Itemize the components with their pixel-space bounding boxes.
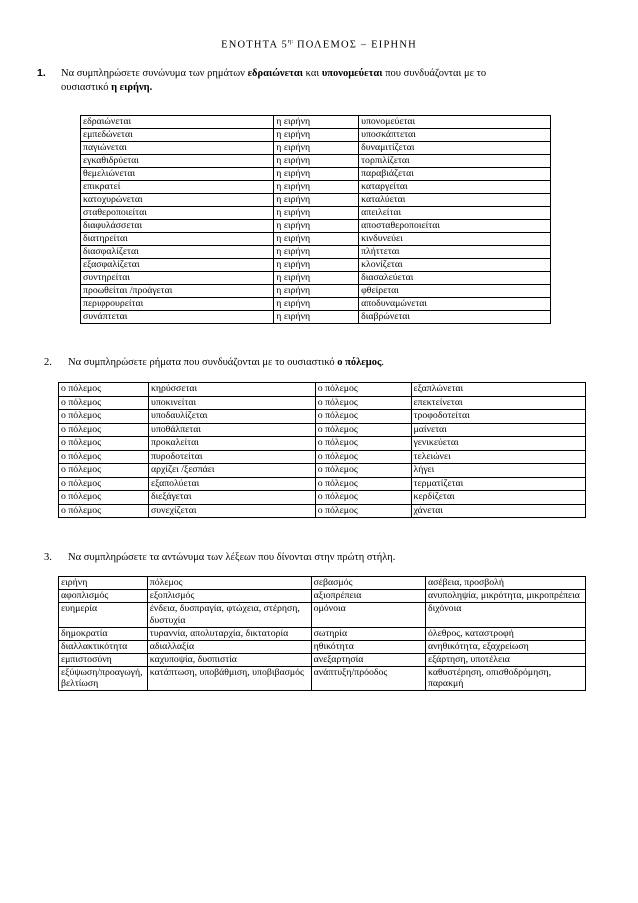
table-cell: προωθείται /προάγεται — [81, 285, 274, 298]
table-row — [59, 450, 586, 464]
table-cell: ο πόλεμος — [315, 410, 411, 424]
table-cell: αποσταθεροποιείται — [359, 220, 551, 233]
table-cell: υπονομεύεται — [359, 116, 551, 129]
table-cell: κατάπτωση, υποβάθμιση, υποβιβασμός — [147, 666, 311, 691]
table-cell: κατοχυρώνεται — [81, 194, 274, 207]
table-row — [59, 577, 586, 590]
table-cell: η ειρήνη — [274, 285, 359, 298]
table-cell: ευημερία — [59, 603, 148, 628]
table-cell: απειλείται — [359, 207, 551, 220]
table-cell: εξύψωση/προαγωγή, βελτίωση — [59, 666, 148, 691]
table-row — [59, 437, 586, 451]
table-row — [81, 233, 551, 246]
table-cell: τορπιλίζεται — [359, 155, 551, 168]
table-cell: προκαλείται — [148, 437, 315, 451]
table-cell: θεμελιώνεται — [81, 168, 274, 181]
table-cell: εξάρτηση, υποτέλεια — [425, 653, 585, 666]
page-title — [0, 38, 638, 51]
table-cell: συνεχίζεται — [148, 504, 315, 518]
table-cell: σεβασμός — [311, 577, 425, 590]
table-cell: επικρατεί — [81, 181, 274, 194]
table-cell: ο πόλεμος — [59, 383, 149, 397]
question-1-bold-a: εδραιώνεται — [247, 68, 304, 79]
table-cell: ανυποληψία, μικρότητα, μικροπρέπεια — [425, 590, 585, 603]
table-cell: φθείρεται — [359, 285, 551, 298]
question-1-text-b: και — [303, 68, 322, 79]
table-row — [81, 116, 551, 129]
table-cell: διχόνοια — [425, 603, 585, 628]
title-main: ΕΝΟΤΗΤΑ 5 — [221, 39, 288, 51]
question-2-text: Να συμπληρώσετε ρήματα που συνδυάζονται με το ουσιαστικό — [68, 357, 338, 368]
table-row — [81, 129, 551, 142]
table-cell: τροφοδοτείται — [411, 410, 585, 424]
table-cell: η ειρήνη — [274, 311, 359, 324]
table-cell: εξασφαλίζεται — [81, 259, 274, 272]
table-cell: η ειρήνη — [274, 129, 359, 142]
table-cell: ο πόλεμος — [59, 504, 149, 518]
question-1-bold-b: υπονομεύεται — [321, 68, 383, 79]
table-cell: η ειρήνη — [274, 116, 359, 129]
table-row — [59, 653, 586, 666]
table-cell: ο πόλεμος — [315, 491, 411, 505]
table-row — [59, 603, 586, 628]
question-3 — [44, 551, 604, 565]
table-cell: ομόνοια — [311, 603, 425, 628]
table-cell: αποδυναμώνεται — [359, 298, 551, 311]
table-cell: ανεξαρτησία — [311, 653, 425, 666]
table-row — [59, 423, 586, 437]
table-cell: η ειρήνη — [274, 272, 359, 285]
table-cell: ο πόλεμος — [59, 477, 149, 491]
table-cell: η ειρήνη — [274, 246, 359, 259]
table-row — [59, 666, 586, 691]
table-cell: περιφρουρείται — [81, 298, 274, 311]
war-verbs-table — [58, 382, 586, 518]
table-cell: ο πόλεμος — [315, 423, 411, 437]
table-cell: εμπεδώνεται — [81, 129, 274, 142]
table-cell: διασαλεύεται — [359, 272, 551, 285]
table-cell: όλεθρος, καταστροφή — [425, 627, 585, 640]
table-cell: η ειρήνη — [274, 207, 359, 220]
table-cell: υποδαυλίζεται — [148, 410, 315, 424]
table-cell: συντηρείται — [81, 272, 274, 285]
table-row — [59, 504, 586, 518]
table-row — [59, 491, 586, 505]
table-cell: τερματίζεται — [411, 477, 585, 491]
table-row — [59, 640, 586, 653]
table-cell: εξαπλώνεται — [411, 383, 585, 397]
table-cell: παγιώνεται — [81, 142, 274, 155]
table-row — [81, 207, 551, 220]
question-1-text-a: Να συμπληρώσετε συνώνυμα των ρημάτων — [61, 68, 248, 79]
table-cell: καχυποψία, δυσπιστία — [147, 653, 311, 666]
table-cell: κινδυνεύει — [359, 233, 551, 246]
table-cell: σταθεροποιείται — [81, 207, 274, 220]
table-cell: ηθικότητα — [311, 640, 425, 653]
table-cell: κερδίζεται — [411, 491, 585, 505]
table-cell: επεκτείνεται — [411, 396, 585, 410]
table-row — [81, 298, 551, 311]
table-cell: γενικεύεται — [411, 437, 585, 451]
table-cell: εμπιστοσύνη — [59, 653, 148, 666]
table-cell: διαλλακτικότητα — [59, 640, 148, 653]
table-cell: ο πόλεμος — [59, 396, 149, 410]
table-row — [81, 168, 551, 181]
table-cell: δυναμιτίζεται — [359, 142, 551, 155]
table-cell: τυραννία, απολυταρχία, δικτατορία — [147, 627, 311, 640]
title-rest: ΠΟΛΕΜΟΣ – ΕΙΡΗΝΗ — [293, 39, 417, 51]
table-cell: η ειρήνη — [274, 181, 359, 194]
question-3-text: Να συμπληρώσετε τα αντώνυμα των λέξεων που δίνονται στην πρώτη στήλη. — [68, 552, 396, 563]
table-cell: η ειρήνη — [274, 142, 359, 155]
table-row — [59, 477, 586, 491]
table-cell: εδραιώνεται — [81, 116, 274, 129]
table-cell: ασέβεια, προσβολή — [425, 577, 585, 590]
table-cell: η ειρήνη — [274, 259, 359, 272]
table-cell: υποκινείται — [148, 396, 315, 410]
table-cell: ο πόλεμος — [315, 383, 411, 397]
table-cell: διασφαλίζεται — [81, 246, 274, 259]
table-cell: ο πόλεμος — [59, 423, 149, 437]
table-cell: τελειώνει — [411, 450, 585, 464]
question-1-bold-c: η ειρήνη. — [111, 82, 153, 93]
table-cell: ένδεια, δυσπραγία, φτώχεια, στέρηση, δυστυχία — [147, 603, 311, 628]
question-1-line-2 — [37, 81, 597, 95]
table-cell: αδιαλλαξία — [147, 640, 311, 653]
table-cell: λήγει — [411, 464, 585, 478]
table-cell: μαίνεται — [411, 423, 585, 437]
table-row — [59, 383, 586, 397]
table-row — [59, 627, 586, 640]
table-cell: καταλύεται — [359, 194, 551, 207]
question-1-number: 1. — [37, 67, 46, 79]
table-cell: πυροδοτείται — [148, 450, 315, 464]
table-cell: ο πόλεμος — [59, 464, 149, 478]
table-row — [81, 272, 551, 285]
table-row — [81, 285, 551, 298]
table-cell: καταργείται — [359, 181, 551, 194]
table-cell: καθυστέρηση, οπισθοδρόμηση, παρακμή — [425, 666, 585, 691]
table-row — [81, 142, 551, 155]
table-row — [81, 155, 551, 168]
table-cell: η ειρήνη — [274, 233, 359, 246]
table-row — [59, 396, 586, 410]
table-cell: ο πόλεμος — [59, 491, 149, 505]
table-cell: παραβιάζεται — [359, 168, 551, 181]
table-cell: κλονίζεται — [359, 259, 551, 272]
table-cell: ο πόλεμος — [315, 477, 411, 491]
question-1 — [37, 66, 597, 95]
table-cell: εξαπολύεται — [148, 477, 315, 491]
table-cell: αφοπλισμός — [59, 590, 148, 603]
table-cell: ανάπτυξη/πρόοδος — [311, 666, 425, 691]
question-1-text-d: ουσιαστικό — [61, 82, 112, 93]
table-row — [81, 259, 551, 272]
table-cell: αξιοπρέπεια — [311, 590, 425, 603]
table-cell: διατηρείται — [81, 233, 274, 246]
table-row — [81, 194, 551, 207]
question-1-line-1 — [37, 66, 597, 81]
question-2-number: 2. — [44, 357, 52, 368]
table-cell: ο πόλεμος — [59, 410, 149, 424]
table-cell: ο πόλεμος — [315, 450, 411, 464]
table-cell: διαφυλάσσεται — [81, 220, 274, 233]
table-cell: η ειρήνη — [274, 194, 359, 207]
table-cell: σωτηρία — [311, 627, 425, 640]
table-cell: χάνεται — [411, 504, 585, 518]
question-2-bold: ο πόλεμος — [337, 357, 382, 368]
table-cell: πλήττεται — [359, 246, 551, 259]
table-cell: υποθάλπεται — [148, 423, 315, 437]
table-cell: η ειρήνη — [274, 155, 359, 168]
table-cell: πόλεμος — [147, 577, 311, 590]
question-3-number: 3. — [44, 552, 52, 563]
question-2 — [44, 356, 604, 370]
table-cell: η ειρήνη — [274, 220, 359, 233]
table-cell: ο πόλεμος — [315, 464, 411, 478]
table-row — [81, 220, 551, 233]
table-row — [81, 246, 551, 259]
table-cell: διαβρώνεται — [359, 311, 551, 324]
table-row — [59, 464, 586, 478]
table-cell: συνάπτεται — [81, 311, 274, 324]
table-row — [59, 410, 586, 424]
antonyms-table — [58, 576, 586, 691]
table-cell: εξοπλισμός — [147, 590, 311, 603]
table-cell: ειρήνη — [59, 577, 148, 590]
table-row — [81, 311, 551, 324]
question-2-end: . — [381, 357, 385, 368]
table-cell: ο πόλεμος — [315, 437, 411, 451]
table-cell: ανηθικότητα, εξαχρείωση — [425, 640, 585, 653]
table-cell: κηρύσσεται — [148, 383, 315, 397]
table-cell: ο πόλεμος — [315, 504, 411, 518]
table-cell: η ειρήνη — [274, 298, 359, 311]
table-cell: ο πόλεμος — [59, 437, 149, 451]
table-row — [59, 590, 586, 603]
title-superscript: η: — [287, 38, 294, 45]
table-cell: διεξάγεται — [148, 491, 315, 505]
table-row — [81, 181, 551, 194]
synonyms-table — [80, 115, 551, 324]
table-cell: υποσκάπτεται — [359, 129, 551, 142]
table-cell: ο πόλεμος — [59, 450, 149, 464]
table-cell: δημοκρατία — [59, 627, 148, 640]
table-cell: αρχίζει /ξεσπάει — [148, 464, 315, 478]
table-cell: ο πόλεμος — [315, 396, 411, 410]
question-1-text-c: που συνδυάζονται με το — [382, 68, 487, 79]
table-cell: εγκαθιδρύεται — [81, 155, 274, 168]
table-cell: η ειρήνη — [274, 168, 359, 181]
